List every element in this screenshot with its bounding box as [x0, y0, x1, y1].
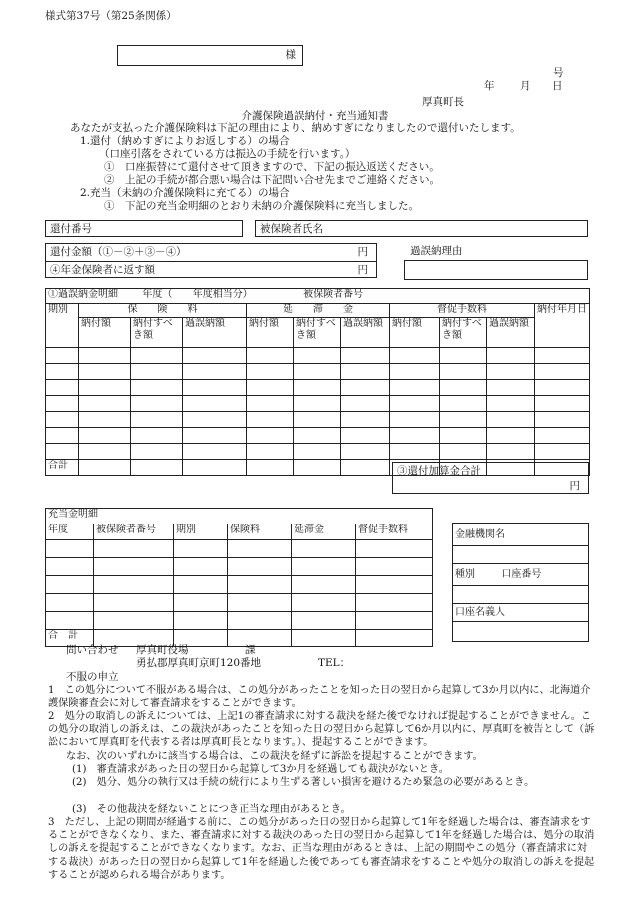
issuer: 厚真町長: [422, 96, 464, 108]
allocation-title: 充当金明細: [46, 509, 433, 524]
date-day: 日: [552, 80, 563, 92]
refund-amount-yen: 円: [357, 246, 368, 258]
table-row: [46, 576, 433, 594]
insured-name-box: [255, 220, 588, 237]
table-row: [46, 558, 433, 576]
appeal-p2: 2 処分の取消しの訴えについては、上記1の審査請求に対する裁決を経た後でなければ提起することができません。この処分の取消しの訴えは、この裁決があったことを知った日の翌日から起算して6か月以内に、厚真町を被告として（訴訟において厚真町を代表する者は厚真町長となります。）、提起することができます。: [48, 711, 595, 749]
alloc-total-label: 合 計: [46, 630, 94, 647]
item-allocation: 2.充当（未納の介護保険料に充てる）の場合: [80, 187, 290, 199]
refund-amount-label: 還付金額（①－②＋③－④）: [50, 246, 187, 258]
appeal-p1: 1 この処分について不服がある場合は、この処分があったことを知った日の翌日から起算して3か月以内に、北海道介護保険審査会に対して審査請求をすることができます。: [48, 685, 591, 710]
premium-header: 保 険 料: [79, 304, 247, 318]
table-row: [46, 348, 590, 364]
surch-due-header: 納付すべき額: [440, 318, 487, 348]
addressee-box: [117, 45, 303, 66]
contact-section: 課: [245, 644, 256, 656]
alloc-col-premium: 保険料: [228, 524, 292, 540]
delinq-over-header: 過誤納額: [341, 318, 390, 348]
item-allocation-1: ① 下記の充当金明細のとおり未納の介護保険料に充当しました。: [104, 200, 419, 212]
item-refund: 1.還付（納めすぎによりお返しする）の場合: [80, 135, 290, 147]
bank-table: [452, 523, 589, 642]
surcharge-header: 督促手数料: [390, 304, 535, 318]
detail-title: ①過誤納金明細: [48, 289, 118, 300]
alloc-col-year: 年度: [46, 524, 94, 540]
table-row: [46, 364, 590, 380]
alloc-col-delinquency: 延滞金: [292, 524, 356, 540]
appeal-p3: 3 ただし、上記の期間が経過する前に、この処分があった日の翌日から起算して1年を経過した場合は、審査請求をすることができなくなり、また、審査請求に対する裁決のあった日の翌日から起算して1年を経過した場合は、処分の取消しの訴えを提起することができなくなります。なお、正当な理由があるときは、上記の期間やこの処分（審査請求に対する裁決）があった日の翌日から起算して1年を経過した後であっても審査請求をすることや処分の取消しの訴えを提起することが認められる場合があります。: [48, 817, 595, 881]
bank-type-row: [453, 564, 589, 586]
bank-name-label: 金融機関名: [453, 524, 589, 546]
premium-paid-header: 納付額: [79, 318, 131, 348]
contact-tel: TEL：: [318, 657, 351, 669]
bank-type-label: 種別: [455, 568, 475, 580]
table-row: [46, 612, 433, 630]
alloc-col-surcharge: 督促手数料: [356, 524, 433, 540]
premium-due-header: 納付すべき額: [131, 318, 183, 348]
date-year: 年: [484, 80, 495, 92]
table-row: [46, 380, 590, 396]
date-month: 月: [520, 80, 531, 92]
add-total-label: ③還付加算金合計: [397, 465, 481, 477]
pay-date-header: 納付年月日: [535, 304, 590, 348]
allocation-table: [45, 508, 433, 647]
delinq-due-header: 納付すべき額: [294, 318, 341, 348]
add-total-yen: 円: [569, 480, 580, 492]
total-label: 合計: [46, 460, 79, 476]
item-refund-note: （口座引落をされている方は振込の手続を行います。）: [99, 148, 356, 160]
pension-return-yen: 円: [357, 264, 368, 276]
refund-amount-row: [46, 244, 376, 262]
premium-over-header: 過誤納額: [183, 318, 247, 348]
pension-return-label: ④年金保険者に返す額: [50, 264, 155, 276]
doc-no: 号: [553, 67, 564, 79]
reason-label: 過誤納理由: [410, 245, 463, 257]
reason-box: [404, 260, 588, 280]
alloc-col-period: 期別: [174, 524, 228, 540]
surch-paid-header: 納付額: [390, 318, 440, 348]
table-row: [46, 594, 433, 612]
table-row: [46, 412, 590, 428]
addressee-suffix: 様: [285, 49, 296, 61]
item-refund-1: ① 口座振替にて還付させて頂きますので、下記の振込返送ください。: [104, 161, 440, 173]
table-row: [46, 540, 433, 558]
contact-label: 問い合わせ: [66, 644, 119, 656]
table-row: [46, 396, 590, 412]
appeal-heading: 不服の申立: [66, 671, 119, 683]
refund-amount-box: [45, 243, 377, 278]
refund-no-label: 還付番号: [50, 223, 92, 235]
insured-no-label: 被保険者番号: [303, 289, 364, 300]
account-no-label: 口座番号: [501, 568, 542, 580]
surch-over-header: 過誤納額: [487, 318, 535, 348]
appeal-p2b: なお、次のいずれかに該当する場合は、この裁決を経ずに訴訟を提起することができます。: [66, 751, 483, 762]
contact-office: 厚真町役場: [136, 644, 189, 656]
holder-label: 口座名義人: [453, 604, 589, 622]
alloc-col-insured-no: 被保険者番号: [94, 524, 174, 540]
overpayment-table: [45, 288, 590, 476]
appeal-s2: (2) 処分、処分の執行又は手続の続行により生ずる著しい損害を避けるため緊急の必要があるとき。: [72, 777, 535, 788]
insured-name-label: 被保険者氏名: [260, 223, 323, 235]
appeal-s3: (3) その他裁決を経ないことにつき正当な理由があるとき。: [72, 804, 351, 815]
doc-title: 介護保険過誤納付・充当通知書: [241, 110, 389, 122]
table-row: [46, 444, 590, 460]
delinquency-header: 延 滞 金: [247, 304, 390, 318]
contact-address: 勇払郡厚真町京町120番地: [136, 657, 262, 669]
appeal-s1: (1) 審査請求があった日の翌日から起算して3か月を経過しても裁決がないとき。: [72, 764, 449, 775]
delinq-paid-header: 納付額: [247, 318, 294, 348]
period-header: 期別: [46, 304, 79, 348]
form-id: 様式第37号（第25条関係）: [45, 10, 177, 22]
item-refund-2: ② 上記の手続が都合悪い場合は下記問い合せ先までご連絡ください。: [104, 174, 440, 186]
intro-text: あなたが支払った介護保険料は下記の理由により、納めすぎになりましたので還付いたします。: [70, 122, 521, 134]
add-total-box: [392, 462, 589, 494]
fiscal-year-label: 年度（: [142, 289, 173, 300]
table-row: [46, 428, 590, 444]
refund-no-box: [45, 220, 243, 237]
year-portion-label: 年度相当分）: [192, 289, 253, 300]
detail-header-row: [46, 289, 590, 304]
